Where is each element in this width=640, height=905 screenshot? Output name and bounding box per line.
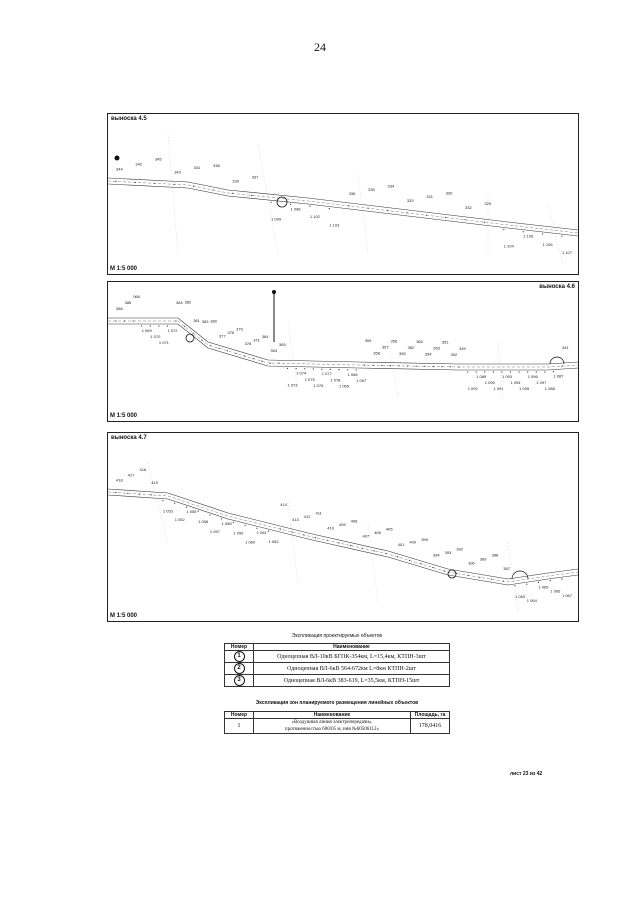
point-label: 371 — [253, 337, 260, 343]
row-number: 1 — [225, 719, 254, 734]
row-name: Одноцепная ВЛ-6кВ 383-619, L=35,5км, КТПН-15шт — [254, 675, 450, 687]
point-label: 1 087 — [553, 373, 564, 379]
point-label: 329 — [484, 201, 492, 207]
point-label: 1 093 — [502, 374, 513, 379]
point-label: 390 — [468, 560, 475, 566]
point-marker — [209, 514, 210, 515]
point-label: 382 — [184, 299, 192, 305]
point-label: 378 — [244, 341, 252, 346]
point-label: 1 073 — [287, 382, 298, 388]
point-label: 342 — [135, 161, 143, 167]
point-label: 1 104 — [503, 243, 514, 249]
point-marker — [381, 365, 382, 366]
point-marker — [479, 577, 480, 578]
point-label: 1 091 — [493, 386, 504, 391]
row-name-line2: протяженностью 600/05 м, инв №60506112» — [284, 727, 380, 732]
point-label: 336 — [348, 190, 356, 196]
point-marker — [304, 368, 305, 369]
page-number: 24 — [314, 40, 326, 54]
point-marker — [115, 320, 116, 321]
col-name: Наименование — [254, 644, 450, 651]
point-marker — [373, 365, 374, 366]
point-marker — [503, 581, 504, 582]
point-marker — [538, 582, 539, 583]
point-label: 355 — [399, 350, 406, 356]
point-label: 1 076 — [313, 383, 324, 388]
point-label: 1 064 — [526, 598, 537, 604]
point-marker — [135, 182, 136, 183]
point-marker — [515, 585, 516, 586]
point-label: 1 098 — [290, 206, 301, 212]
row-number: 3 — [234, 675, 245, 686]
point-label: 1 067 — [562, 593, 573, 599]
scale-label: М 1:5 000 — [110, 413, 138, 419]
point-label: 1 096 — [527, 374, 538, 379]
point-label: 362 — [407, 345, 415, 350]
point-label: 1 088 — [544, 386, 555, 391]
point-marker — [313, 368, 314, 369]
point-label: 1 058 — [221, 520, 232, 526]
point-label: 405 — [385, 526, 393, 532]
point-marker — [456, 573, 457, 574]
row-name: Одноцепная ВЛ-10кВ БГПК-354км, L=15,4км, КТПН-3шт — [254, 651, 450, 663]
pole-marker — [186, 334, 194, 342]
point-marker — [330, 369, 331, 370]
point-marker — [433, 366, 434, 367]
map-drawing-4-6 — [108, 282, 578, 421]
point-marker — [374, 550, 375, 551]
point-marker — [398, 365, 399, 366]
point-label: 1 063 — [515, 593, 526, 599]
point-marker — [407, 365, 408, 366]
point-label: 380 — [210, 318, 217, 324]
point-label: 1 107 — [562, 250, 573, 256]
point-label: 1 071 — [158, 340, 169, 345]
point-marker — [193, 333, 194, 334]
point-label: 389 — [479, 556, 487, 562]
point-label: 388 — [491, 552, 499, 558]
row-name-line1: «Воздушная линия электропередачи», — [291, 720, 373, 725]
point-label: 1 069 — [141, 328, 152, 333]
point-marker — [536, 371, 537, 372]
point-marker — [441, 366, 442, 367]
point-label: 357 — [381, 344, 389, 350]
map-drawing-4-5 — [108, 114, 578, 274]
point-marker — [347, 369, 348, 370]
point-marker — [233, 522, 234, 523]
point-marker — [268, 531, 269, 532]
point-label: 1 065 — [538, 584, 549, 590]
point-label: 1 062 — [268, 539, 279, 545]
point-marker — [245, 525, 246, 526]
point-marker — [175, 320, 176, 321]
point-label: 414 — [280, 502, 287, 508]
point-label: 344 — [116, 166, 123, 172]
point-marker — [561, 236, 562, 237]
point-marker — [523, 231, 524, 232]
point-label: 1 066 — [347, 371, 358, 377]
point-marker — [542, 233, 543, 234]
point-marker — [151, 494, 152, 495]
point-marker — [424, 366, 425, 367]
point-marker — [315, 537, 316, 538]
point-marker — [309, 206, 310, 207]
point-label: 356 — [390, 338, 398, 344]
point-marker — [278, 363, 279, 364]
point-label: 349 — [459, 346, 466, 351]
point-marker — [162, 500, 163, 501]
point-marker — [491, 579, 492, 580]
point-marker — [356, 369, 357, 370]
point-marker — [445, 217, 446, 218]
point-marker — [519, 371, 520, 372]
point-marker — [426, 215, 427, 216]
point-marker — [244, 355, 245, 356]
point-marker — [503, 229, 504, 230]
point-marker — [526, 584, 527, 585]
point-marker — [127, 493, 128, 494]
point-label: 335 — [368, 187, 375, 193]
point-marker — [450, 366, 451, 367]
point-label: 1 067 — [356, 378, 367, 383]
point-label: 411 — [315, 510, 322, 516]
point-label: 386 — [116, 306, 123, 311]
point-label: 1 070 — [150, 334, 161, 339]
point-marker — [468, 575, 469, 576]
row-number: 2 — [234, 663, 245, 674]
point-label: 364 — [261, 334, 269, 340]
point-label: 1 061 — [256, 530, 267, 536]
point-marker — [329, 208, 330, 209]
point-marker — [227, 350, 228, 351]
point-marker — [303, 534, 304, 535]
point-label: 409 — [339, 522, 346, 527]
point-marker — [201, 339, 202, 340]
point-marker — [364, 365, 365, 366]
point-marker — [141, 325, 142, 326]
point-marker — [280, 529, 281, 530]
point-label: 387 — [503, 566, 510, 572]
reference-dot — [115, 156, 120, 161]
point-label: 412 — [303, 513, 311, 519]
col-number: Номер — [225, 712, 254, 719]
point-label: 410 — [327, 525, 334, 531]
point-marker — [385, 553, 386, 554]
zones-table — [224, 711, 450, 734]
point-label: 407 — [362, 533, 370, 539]
point-marker — [184, 326, 185, 327]
point-marker — [501, 371, 502, 372]
point-marker — [409, 560, 410, 561]
col-area: Площадь, га — [411, 712, 450, 719]
point-label: 1 094 — [510, 380, 521, 385]
point-marker — [150, 325, 151, 326]
inset-title: выноска 4.7 — [111, 435, 147, 441]
table-row — [225, 663, 450, 675]
objects-table-title: Экспликация проектируемых объектов — [291, 633, 383, 639]
point-label: 415 — [151, 479, 158, 485]
point-marker — [139, 494, 140, 495]
point-label: 379 — [236, 326, 243, 332]
point-marker — [292, 531, 293, 532]
point-marker — [232, 193, 233, 194]
point-label: 393 — [444, 550, 452, 555]
point-marker — [218, 348, 219, 349]
point-marker — [350, 545, 351, 546]
point-label: 338 — [213, 163, 220, 168]
point-marker — [158, 325, 159, 326]
table-row — [225, 675, 450, 687]
point-marker — [362, 548, 363, 549]
point-label: 358 — [373, 350, 380, 356]
point-label: 339 — [232, 178, 239, 184]
point-label: 416 — [139, 467, 147, 473]
point-label: 1 092 — [467, 386, 478, 391]
point-label: 332 — [465, 204, 472, 210]
point-label: 333 — [406, 197, 414, 203]
point-marker — [296, 368, 297, 369]
point-marker — [416, 366, 417, 367]
inset-title: выноска 4.5 — [111, 116, 147, 122]
point-label: 383 — [201, 319, 209, 324]
point-label: 1 060 — [245, 539, 256, 545]
point-marker — [387, 210, 388, 211]
point-marker — [484, 222, 485, 223]
point-label: 331 — [426, 194, 433, 200]
point-label: 353 — [433, 345, 440, 351]
point-label: 352 — [450, 351, 458, 357]
point-marker — [193, 186, 194, 187]
point-marker — [527, 371, 528, 372]
point-marker — [251, 195, 252, 196]
point-marker — [115, 492, 116, 493]
point-marker — [493, 371, 494, 372]
point-label: 1 053 — [162, 508, 173, 514]
point-marker — [421, 563, 422, 564]
point-marker — [287, 368, 288, 369]
point-label: 1 059 — [233, 530, 244, 536]
point-marker — [167, 325, 168, 326]
point-marker — [464, 219, 465, 220]
scale-label: М 1:5 000 — [110, 613, 138, 619]
point-marker — [544, 371, 545, 372]
point-label: 1 065 — [339, 383, 350, 389]
point-marker — [210, 345, 211, 346]
row-name — [254, 719, 411, 734]
point-marker — [154, 183, 155, 184]
point-marker — [510, 371, 511, 372]
point-label: 399 — [421, 536, 428, 542]
point-label: 359 — [364, 338, 372, 344]
point-marker — [133, 320, 134, 321]
zones-table-title: Экспликация зон планируемого размещения линейных объектов — [255, 700, 419, 706]
point-marker — [476, 371, 477, 372]
point-marker — [271, 202, 272, 203]
col-name: Наименование — [254, 712, 411, 719]
point-marker — [270, 363, 271, 364]
point-label: 1 072 — [167, 328, 178, 333]
point-label: 1 102 — [309, 214, 320, 220]
point-label: 1 090 — [484, 380, 495, 385]
objects-table — [224, 643, 450, 687]
point-marker — [124, 320, 125, 321]
point-label: 406 — [374, 529, 381, 535]
point-marker — [212, 189, 213, 190]
point-label: 1 077 — [321, 371, 332, 377]
point-marker — [550, 580, 551, 581]
point-marker — [338, 369, 339, 370]
point-label: 394 — [432, 552, 440, 558]
point-marker — [467, 371, 468, 372]
point-label: 384 — [176, 300, 183, 305]
point-marker — [406, 212, 407, 213]
point-marker — [290, 204, 291, 205]
point-label: 1 066 — [550, 588, 561, 594]
point-marker — [236, 353, 237, 354]
point-label: 381 — [193, 318, 200, 324]
point-label: 330 — [445, 190, 453, 196]
point-label: 1 078 — [330, 377, 341, 383]
point-label: 377 — [218, 333, 226, 339]
point-label: 1 089 — [476, 374, 487, 379]
point-label: 1 057 — [209, 529, 220, 534]
point-label: 1 056 — [198, 519, 209, 525]
point-label: 1 106 — [542, 242, 553, 247]
point-label: 363 — [270, 348, 278, 354]
point-label: 337 — [251, 174, 259, 180]
point-label: 354 — [424, 351, 432, 357]
point-label: 341 — [562, 345, 569, 351]
point-marker — [256, 528, 257, 529]
map-inset-4-6 — [107, 281, 579, 422]
point-marker — [174, 184, 175, 185]
map-inset-4-5 — [107, 113, 579, 275]
point-marker — [261, 361, 262, 362]
point-marker — [174, 503, 175, 504]
inset-title: выноска 4.6 — [539, 284, 575, 290]
point-marker — [432, 567, 433, 568]
map-inset-4-7 — [107, 432, 579, 622]
point-label: 365 — [279, 342, 286, 348]
row-number: 1 — [234, 651, 245, 662]
point-label: 1 075 — [304, 376, 315, 382]
point-label: 385 — [124, 300, 132, 305]
point-marker — [397, 556, 398, 557]
point-label: 066 — [133, 294, 140, 299]
point-marker — [553, 371, 554, 372]
point-label: 400 — [409, 539, 417, 545]
point-label: 1 095 — [519, 386, 530, 391]
point-label: 1 105 — [523, 233, 534, 239]
point-marker — [221, 518, 222, 519]
sheet-label: лист 23 из 42 — [510, 771, 543, 777]
row-name: Одноцепная ВЛ-6кВ 564-672км L=8км КТПН-2шт — [254, 663, 450, 675]
row-area: 178,0416 — [411, 719, 450, 734]
point-label: 413 — [292, 517, 299, 522]
point-label: 408 — [350, 518, 358, 524]
col-number: Номер — [225, 644, 254, 651]
point-label: 1 055 — [186, 509, 197, 515]
point-label: 360 — [416, 339, 423, 345]
point-marker — [561, 579, 562, 580]
point-marker — [348, 205, 349, 206]
point-label: 334 — [387, 183, 395, 189]
point-label: 341 — [193, 165, 201, 171]
table-row — [225, 651, 450, 663]
point-label: 392 — [456, 546, 464, 552]
point-marker — [484, 371, 485, 372]
scale-label: М 1:5 000 — [110, 266, 138, 272]
point-marker — [338, 542, 339, 543]
point-marker — [459, 366, 460, 367]
point-label: 1 097 — [536, 380, 547, 385]
point-label: 376 — [227, 329, 235, 335]
point-marker — [115, 181, 116, 182]
point-label: 343 — [174, 169, 181, 175]
point-marker — [390, 365, 391, 366]
point-marker — [561, 366, 562, 367]
point-marker — [368, 208, 369, 209]
pole-marker — [448, 570, 456, 578]
point-label: 345 — [154, 156, 162, 162]
point-marker — [186, 507, 187, 508]
point-label: 418 — [116, 477, 123, 483]
point-marker — [327, 540, 328, 541]
point-label: 1 099 — [271, 216, 282, 222]
point-label: 1 052 — [174, 517, 185, 523]
point-marker — [198, 511, 199, 512]
map-drawing-4-7 — [108, 433, 578, 621]
point-marker — [321, 369, 322, 370]
point-label: 351 — [441, 339, 449, 345]
point-label: 417 — [127, 472, 135, 478]
point-label: 1 074 — [296, 370, 307, 376]
point-marker — [444, 570, 445, 571]
point-marker — [253, 358, 254, 359]
table-row — [225, 719, 450, 734]
point-label: 401 — [397, 541, 405, 547]
point-label: 1 103 — [329, 222, 340, 228]
